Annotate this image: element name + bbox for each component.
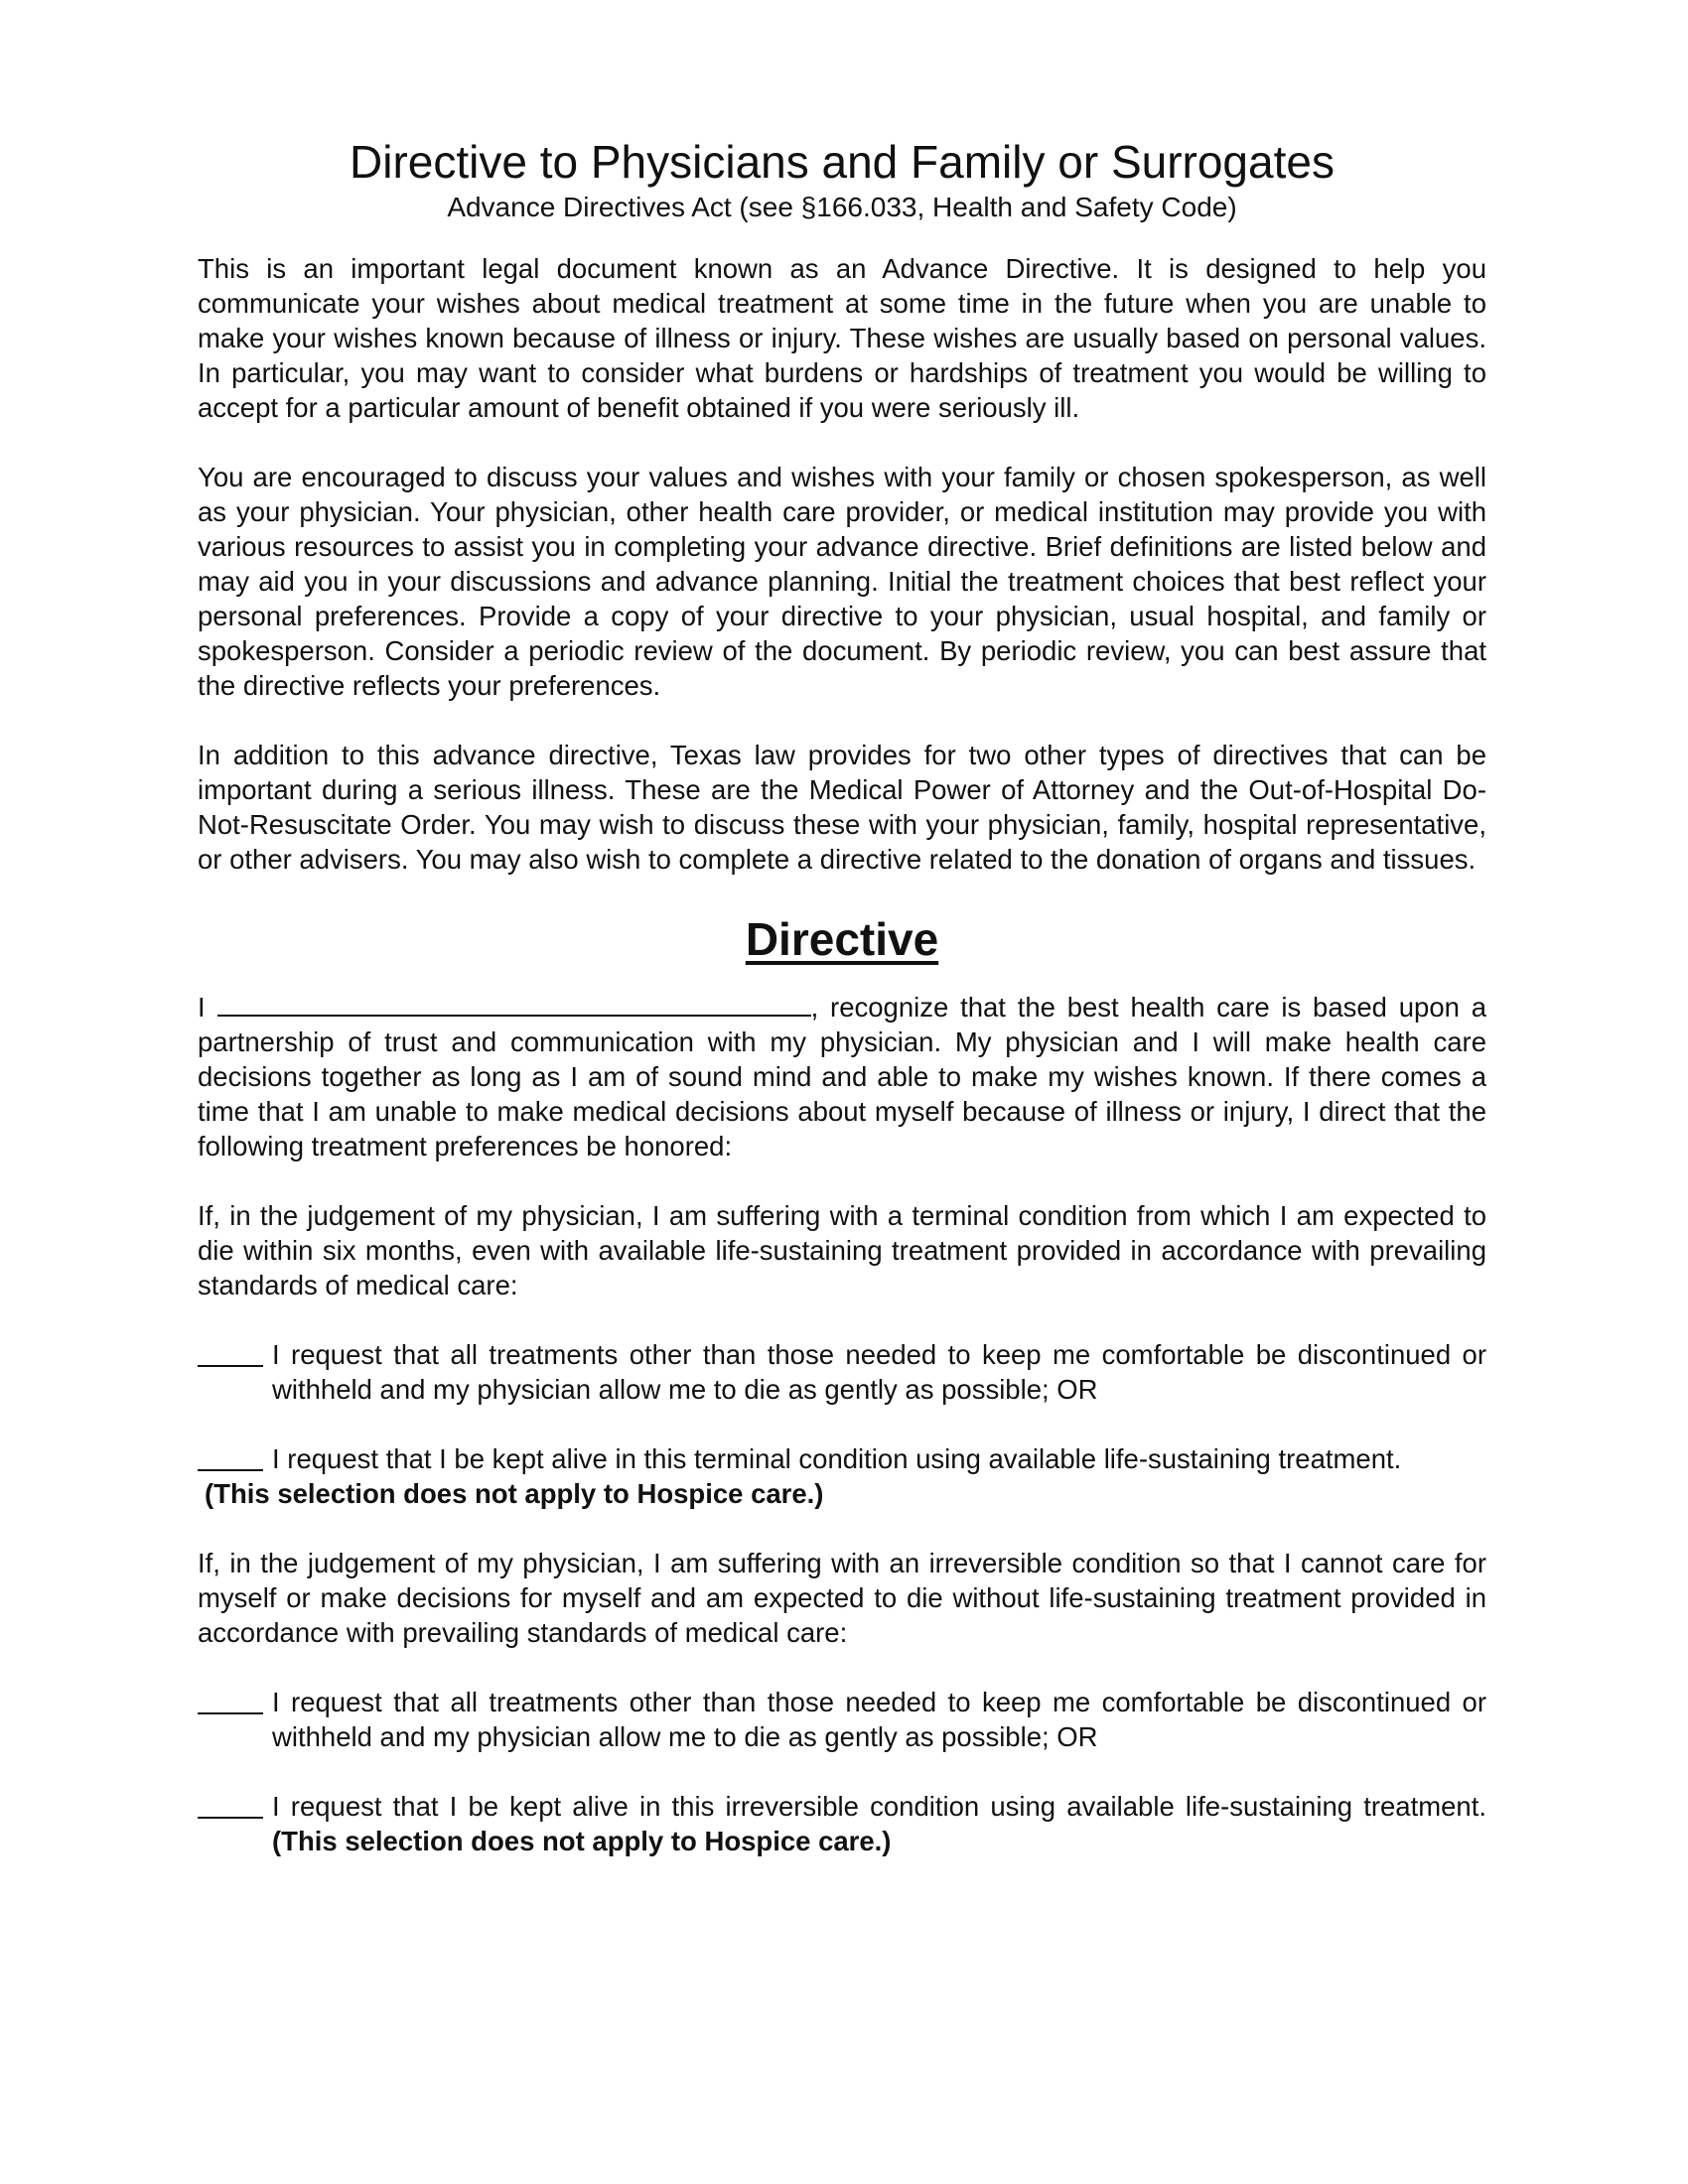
irreversible-option-comfort (198, 1685, 1486, 1754)
terminal-condition-paragraph: If, in the judgement of my physician, I am suffering with a terminal condition from which I am expected to die within six months, even with available life-sustaining treatment provided in accordance with prevailing standards of medical care: (198, 1200, 1486, 1300)
document-subtitle: Advance Directives Act (see §166.033, Health and Safety Code) (447, 192, 1237, 222)
document-page (198, 134, 1486, 1893)
irreversible-option-life-sustaining (198, 1789, 1486, 1858)
irreversible-condition-paragraph: If, in the judgement of my physician, I am suffering with an irreversible condition so that I cannot care for myself or make decisions for myself and am expected to die without life-sustaining treatment provided in accordance with prevailing standards of medical care: (198, 1548, 1486, 1648)
terminal-hospice-note: (This selection does not apply to Hospice care.) (205, 1478, 824, 1509)
terminal-option-life-sustaining-text: I request that I be kept alive in this terminal condition using available life-sustaining treatment. (272, 1443, 1402, 1474)
terminal-option-life-sustaining (198, 1441, 1486, 1511)
declaration-prefix: I (198, 992, 206, 1023)
intro-paragraph-1: This is an important legal document known as an Advance Directive. It is designed to help you communicate your wishes about medical treatment at some time in the future when you are unable to make your wishes known because of illness or injury. These wishes are usually based on personal values. In particular, you may want to consider what burdens or hardships of treatment you would be willing to accept for a particular amount of benefit obtained if you were seriously ill. (198, 253, 1486, 423)
name-blank-field[interactable] (217, 989, 811, 1017)
initial-blank-irreversible-life-sustaining[interactable] (198, 1817, 263, 1819)
initial-blank-terminal-comfort[interactable] (198, 1365, 263, 1367)
declaration-paragraph (198, 989, 1486, 1163)
directive-heading: Directive (745, 913, 939, 965)
initial-blank-irreversible-comfort[interactable] (198, 1712, 263, 1714)
initial-blank-terminal-life-sustaining[interactable] (198, 1469, 263, 1471)
irreversible-hospice-note: (This selection does not apply to Hospice care.) (272, 1826, 892, 1856)
irreversible-option-life-sustaining-text: I request that I be kept alive in this irreversible condition using available life-sustaining treatment. (272, 1791, 1486, 1822)
terminal-option-comfort (198, 1337, 1486, 1407)
intro-paragraph-3: In addition to this advance directive, Texas law provides for two other types of directives that can be important during a serious illness. These are the Medical Power of Attorney and the Out-of-Hospital Do-Not-Resuscitate Order. You may wish to discuss these with your physician, family, hospital representative, or other advisers. You may also wish to complete a directive related to the donation of organs and tissues. (198, 740, 1486, 875)
document-title: Directive to Physicians and Family or Surrogates (350, 136, 1335, 188)
intro-paragraph-2: You are encouraged to discuss your values and wishes with your family or chosen spokesperson, as well as your physician. Your physician, other health care provider, or medical institution may provide you with various resources to assist you in completing your advance directive. Brief definitions are listed below and may aid you in your discussions and advance planning. Initial the treatment choices that best reflect your personal preferences. Provide a copy of your directive to your physician, usual hospital, and family or spokesperson. Consider a periodic review of the document. By periodic review, you can best assure that the directive reflects your preferences. (198, 462, 1486, 701)
terminal-option-comfort-text: I request that all treatments other than those needed to keep me comfortable be discontinued or withheld and my physician allow me to die as gently as possible; OR (272, 1339, 1486, 1405)
declaration-text: , recognize that the best health care is based upon a partnership of trust and communication with my physician. My physician and I will make health care decisions together as long as I am of sound mind and able to make my wishes known. If there comes a time that I am unable to make medical decisions about myself because of illness or injury, I direct that the following treatment preferences be honored: (198, 992, 1486, 1161)
irreversible-option-comfort-text: I request that all treatments other than those needed to keep me comfortable be discontinued or withheld and my physician allow me to die as gently as possible; OR (272, 1687, 1486, 1752)
